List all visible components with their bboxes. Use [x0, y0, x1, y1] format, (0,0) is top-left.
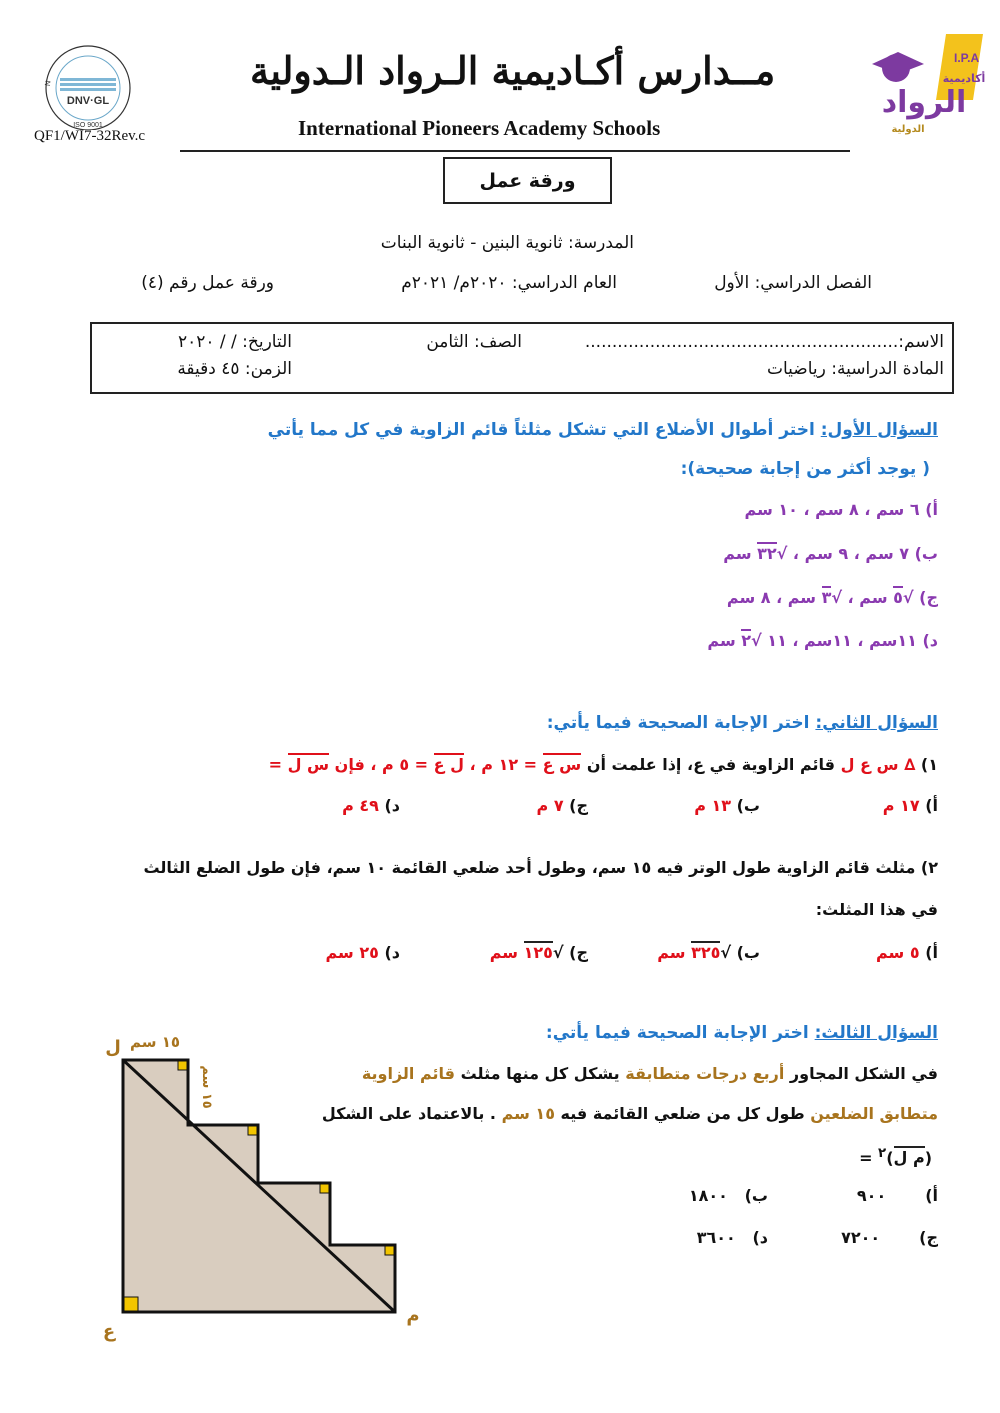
radicand: ٣: [821, 588, 832, 607]
equals-sign: =: [268, 755, 282, 774]
segment-value: = ٥ م ، فإن: [334, 755, 429, 774]
radicand: ١٢٥: [523, 943, 553, 962]
sheet-number: ورقة عمل رقم (٤): [141, 273, 274, 293]
radicand: ٣٢٥: [691, 943, 721, 962]
right-angle-mark: [124, 1297, 138, 1311]
q3-option-a[interactable]: [857, 1186, 938, 1205]
cert-brand: DNV·GL: [66, 95, 110, 107]
option-value: ١١سم ، ١١سم ، ١١: [767, 631, 917, 650]
sqrt-icon: √: [776, 544, 788, 563]
option-value: ٦ سم ، ٨ سم ، ١٠ سم: [744, 500, 920, 519]
top-length-label: ١٥ سم: [129, 1033, 181, 1051]
grade-field: الصف: الثامن: [426, 332, 522, 352]
q1-note: ( يوجد أكثر من إجابة صحيحة):: [680, 459, 930, 479]
q3-label: السؤال الثالث:: [814, 1023, 938, 1043]
q2-p1-option-b[interactable]: [694, 796, 760, 815]
q3-heading: [546, 1023, 938, 1043]
option-value: سم: [489, 943, 519, 962]
option-letter: ب): [736, 796, 760, 815]
highlight-text: أربع درجات متطابقة: [625, 1064, 785, 1083]
logo-text-bottom: الدولية: [891, 124, 925, 135]
option-letter: د): [384, 796, 400, 815]
segment-ml: م ل: [893, 1148, 925, 1168]
right-angle-mark: [178, 1061, 187, 1070]
highlight-text: قائم الزاوية: [361, 1064, 456, 1083]
option-letter: أ): [925, 943, 938, 962]
vertex-m: م: [406, 1305, 420, 1326]
option-value: ٧ م: [536, 796, 564, 815]
q3-option-d[interactable]: [697, 1228, 768, 1247]
q2-p1-statement: [269, 755, 938, 774]
radicand: ٢: [741, 631, 752, 650]
logo-abbr: I.P.A: [954, 51, 980, 65]
q1-option-a[interactable]: [745, 500, 938, 519]
triangle-name: س ع ل: [840, 755, 899, 774]
sqrt-icon: √: [751, 631, 762, 650]
option-letter: أ): [925, 796, 938, 815]
form-code: QF1/WI7-32Rev.c: [34, 128, 146, 144]
equals-sign: =: [859, 1148, 873, 1168]
q2-heading: [547, 713, 938, 733]
triangle-icon: ∆: [904, 755, 916, 774]
certification-logo: [38, 38, 138, 130]
radicand: ٣٢: [757, 544, 777, 563]
q2-p2-option-a[interactable]: [876, 943, 938, 962]
q2-text: اختر الإجابة الصحيحة فيما يأتي:: [546, 713, 810, 733]
q1-label: السؤال الأول:: [820, 420, 938, 440]
name-field[interactable]: الاسم:..........................................................: [584, 332, 944, 352]
option-letter: ب): [914, 544, 938, 563]
header-divider: [180, 150, 850, 152]
date-field[interactable]: التاريخ: / / ٢٠٢٠: [177, 332, 292, 352]
option-value: ١٨٠٠: [688, 1186, 728, 1205]
segment-le: ل ع: [433, 755, 465, 774]
q2-p2-statement-2: في هذا المثلث:: [815, 900, 938, 919]
q1-text: اختر أطوال الأضلاع التي تشكل مثلثاً قائم الزاوية في كل مما يأتي: [267, 420, 815, 440]
school-line: المدرسة: ثانوية البنين - ثانوية البنات: [380, 233, 634, 253]
year-line: العام الدراسي: ٢٠٢٠م/ ٢٠٢١م: [401, 273, 617, 293]
q3-text: اختر الإجابة الصحيحة فيما يأتي:: [545, 1023, 809, 1043]
q2-p2-statement: ٢) مثلث قائم الزاوية طول الوتر فيه ١٥ سم، وطول أحد ضلعي القائمة ١٠ سم، فإن طول الضلع الثالث: [143, 858, 938, 877]
option-letter: ب): [744, 1186, 768, 1205]
option-letter: د): [384, 943, 400, 962]
q1-option-c[interactable]: [727, 588, 938, 607]
subject-field: المادة الدراسية: رياضيات: [766, 359, 944, 379]
staircase-figure: [95, 1025, 425, 1355]
segment-sl: س ل: [287, 755, 330, 774]
option-value: ٥ سم: [876, 943, 920, 962]
school-title-ar: مــدارس أكـاديمية الـرواد الـدولية: [250, 48, 776, 93]
vertex-l: ل: [105, 1037, 121, 1058]
option-value: سم: [657, 943, 686, 962]
side-length-label: ١٥ سم: [199, 1065, 214, 1109]
highlight-text: متطابق الضلعين: [810, 1104, 938, 1123]
option-letter: ج): [569, 943, 588, 962]
problem-number: ١): [920, 755, 938, 774]
q2-p1-option-d[interactable]: [342, 796, 400, 815]
sqrt-icon: √: [831, 588, 843, 607]
sqrt-icon: √: [720, 943, 732, 962]
segment-value: = ١٢ م ،: [469, 755, 538, 774]
option-unit: سم ،: [847, 588, 888, 607]
statement-text: طول كل من ضلعي القائمة فيه: [560, 1104, 805, 1123]
logo-text-top: أكاديمية: [942, 72, 986, 85]
student-info-box: [90, 322, 954, 394]
option-letter: د): [922, 631, 938, 650]
q2-p2-option-c[interactable]: [490, 943, 588, 962]
vertex-e: ع: [102, 1321, 116, 1342]
option-value: ١٧ م: [882, 796, 920, 815]
option-letter: أ): [925, 500, 938, 519]
statement-text: . بالاعتماد على الشكل: [321, 1104, 496, 1123]
option-unit: سم: [707, 631, 736, 650]
q3-expression: (م ل)$^٢$ =: [859, 1146, 932, 1168]
q2-p1-option-c[interactable]: [537, 796, 588, 815]
radicand: ٥: [893, 588, 903, 607]
option-unit: سم ، ٨ سم: [726, 588, 817, 607]
statement-text: في الشكل المجاور: [789, 1064, 938, 1083]
option-value: ٧ سم ، ٩ سم ،: [792, 544, 910, 563]
right-angle-mark: [385, 1246, 394, 1255]
school-title-en: International Pioneers Academy Schools: [298, 116, 661, 140]
q1-option-b[interactable]: [723, 544, 938, 563]
right-angle-mark: [248, 1126, 257, 1135]
exponent: ٢: [878, 1146, 887, 1161]
semester-line: الفصل الدراسي: الأول: [714, 273, 872, 293]
option-letter: ب): [736, 943, 760, 962]
option-value: ٣٦٠٠: [696, 1228, 736, 1247]
option-letter: د): [752, 1228, 768, 1247]
segment-se: س ع: [542, 755, 582, 774]
logo-text-main: الرواد: [881, 85, 967, 120]
option-value: ٢٥ سم: [325, 943, 379, 962]
option-letter: ج): [919, 588, 938, 607]
q2-p2-option-d[interactable]: [326, 943, 401, 962]
q1-option-d[interactable]: [707, 631, 938, 650]
time-field: الزمن: ٤٥ دقيقة: [177, 359, 292, 379]
q2-p2-option-b[interactable]: [657, 943, 760, 962]
option-unit: سم: [723, 544, 752, 563]
worksheet-label: ورقة عمل: [443, 157, 612, 204]
sqrt-icon: √: [902, 588, 914, 607]
highlight-text: ١٥ سم: [501, 1104, 555, 1123]
right-angle-mark: [320, 1184, 329, 1193]
q3-option-b[interactable]: [689, 1186, 768, 1205]
q3-option-c[interactable]: [841, 1228, 938, 1247]
q2-label: السؤال الثاني:: [815, 713, 938, 733]
q2-p1-option-a[interactable]: [883, 796, 938, 815]
q1-heading: [268, 420, 938, 440]
option-letter: ج): [919, 1228, 938, 1247]
q3-statement-1: [362, 1064, 938, 1083]
option-value: ١٣ م: [694, 796, 732, 815]
option-letter: ج): [569, 796, 588, 815]
sqrt-icon: √: [552, 943, 564, 962]
cert-ring-text: N: [42, 80, 53, 87]
statement-text: قائم الزاوية في ع، إذا علمت أن: [586, 755, 835, 774]
option-value: ٧٢٠٠: [841, 1228, 881, 1247]
cert-iso: ISO 9001: [73, 122, 103, 129]
option-letter: أ): [925, 1186, 938, 1205]
svg-text:QUALITY SYSTEM CERTIFICATION: [38, 38, 53, 87]
option-value: ٩٠٠: [856, 1186, 887, 1205]
statement-text: يشكل كل منها مثلث: [460, 1064, 620, 1083]
option-value: ٤٩ م: [342, 796, 379, 815]
academy-logo: [858, 30, 988, 140]
